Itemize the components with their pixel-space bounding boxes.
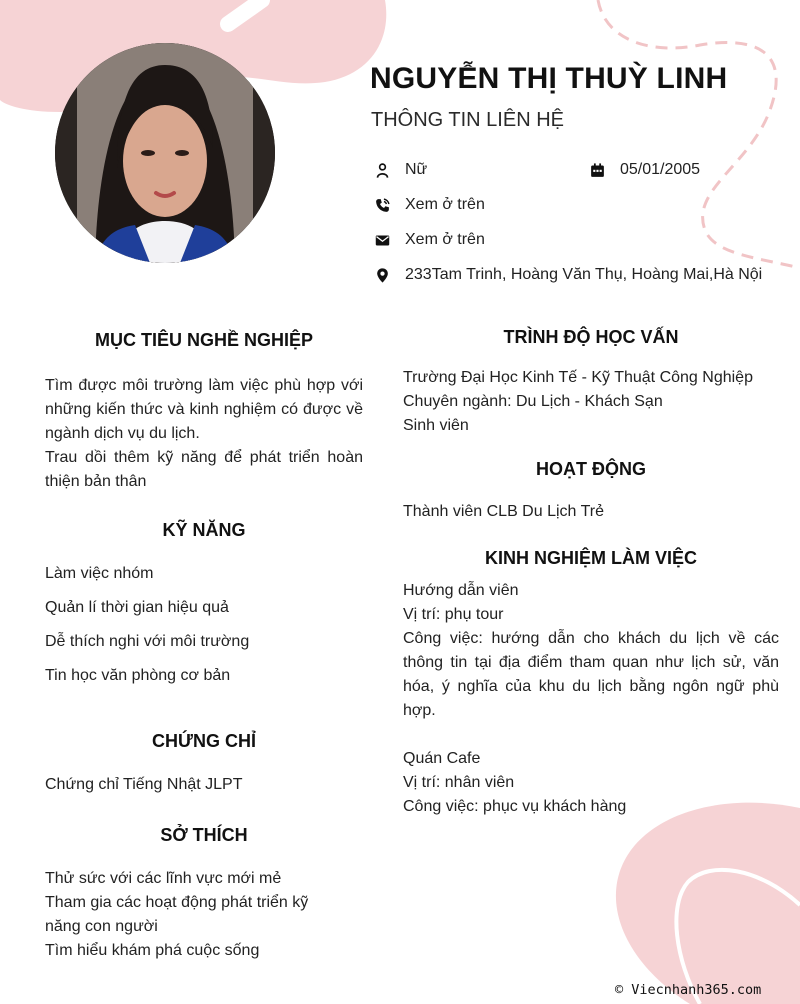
phone-row xyxy=(371,194,485,216)
hobby-item: Tìm hiểu khám phá cuộc sống xyxy=(45,942,260,959)
objective-text-2: Trau dồi thêm kỹ năng để phát triển hoàn thiện bản thân xyxy=(45,449,363,490)
birthdate-row xyxy=(586,159,700,181)
mail-icon xyxy=(371,229,393,251)
education-line: Sinh viên xyxy=(403,417,469,434)
person-name: NGUYỄN THỊ THUỲ LINH xyxy=(370,62,728,95)
profile-photo xyxy=(55,43,275,263)
top-right-dashed-curve xyxy=(598,0,800,268)
skill-item: Tin học văn phòng cơ bản xyxy=(45,667,231,684)
certificates-section xyxy=(45,731,363,797)
skill-item: Quản lí thời gian hiệu quả xyxy=(45,599,229,616)
hobby-item: Tham gia các hoạt động phát triển kỹ năng con người xyxy=(45,894,309,935)
activities-section xyxy=(403,459,779,524)
objective-section xyxy=(45,330,363,494)
education-section xyxy=(403,327,779,438)
birthdate-value: 05/01/2005 xyxy=(620,161,701,178)
job-duties: Công việc: hướng dẫn cho khách du lịch về các thông tin tại địa điểm tham quan như lịch sử, văn hóa, ý nghĩa của khu du lịch bằng ngôn ngữ phù hợp. xyxy=(403,630,779,719)
experience-heading: KINH NGHIỆM LÀM VIỆC xyxy=(484,548,697,568)
hobby-item: Thử sức với các lĩnh vực mới mẻ xyxy=(45,870,282,887)
skill-item: Dễ thích nghi với môi trường xyxy=(45,633,250,650)
gender-value: Nữ xyxy=(405,161,428,178)
skill-item: Làm việc nhóm xyxy=(45,565,154,582)
job-position: Vị trí: nhân viên xyxy=(403,774,515,791)
objective-text-1: Tìm được môi trường làm việc phù hợp với những kiến thức và kinh nghiệm có được về ngành dịch vụ du lịch. xyxy=(45,377,363,442)
job-title: Quán Cafe xyxy=(403,750,481,767)
education-line: Trường Đại Học Kinh Tế - Kỹ Thuật Công Nghiệp xyxy=(403,369,753,386)
hobbies-heading: SỞ THÍCH xyxy=(160,825,248,845)
activities-heading: HOẠT ĐỘNG xyxy=(536,459,646,479)
address-value: 233Tam Trinh, Hoàng Văn Thụ, Hoàng Mai,Hà Nội xyxy=(405,266,763,283)
job-duties: Công việc: phục vụ khách hàng xyxy=(403,798,627,815)
activity-line: Thành viên CLB Du Lịch Trẻ xyxy=(403,503,604,520)
footer-watermark: © Viecnhanh365.com xyxy=(615,982,762,998)
education-line: Chuyên ngành: Du Lịch - Khách Sạn xyxy=(403,393,663,410)
calendar-icon xyxy=(586,159,608,181)
bottom-right-blob xyxy=(616,803,800,1004)
contact-section-title: THÔNG TIN LIÊN HỆ xyxy=(371,109,564,131)
job-title: Hướng dẫn viên xyxy=(403,582,519,599)
certificate-item: Chứng chỉ Tiếng Nhật JLPT xyxy=(45,776,243,793)
email-value: Xem ở trên xyxy=(405,231,485,248)
phone-value: Xem ở trên xyxy=(405,196,485,213)
email-row xyxy=(371,229,485,251)
location-pin-icon xyxy=(371,264,393,286)
phone-icon xyxy=(371,194,393,216)
experience-section xyxy=(403,548,779,819)
skills-heading: KỸ NĂNG xyxy=(162,520,246,540)
certificates-heading: CHỨNG CHỈ xyxy=(152,731,256,751)
person-icon xyxy=(371,159,393,181)
objective-heading: MỤC TIÊU NGHỀ NGHIỆP xyxy=(94,330,313,350)
gender-row xyxy=(371,159,427,181)
skills-section xyxy=(45,520,363,684)
job-position: Vị trí: phụ tour xyxy=(403,606,504,623)
education-heading: TRÌNH ĐỘ HỌC VẤN xyxy=(503,327,679,347)
hobbies-section xyxy=(45,825,363,963)
address-row xyxy=(371,264,762,286)
